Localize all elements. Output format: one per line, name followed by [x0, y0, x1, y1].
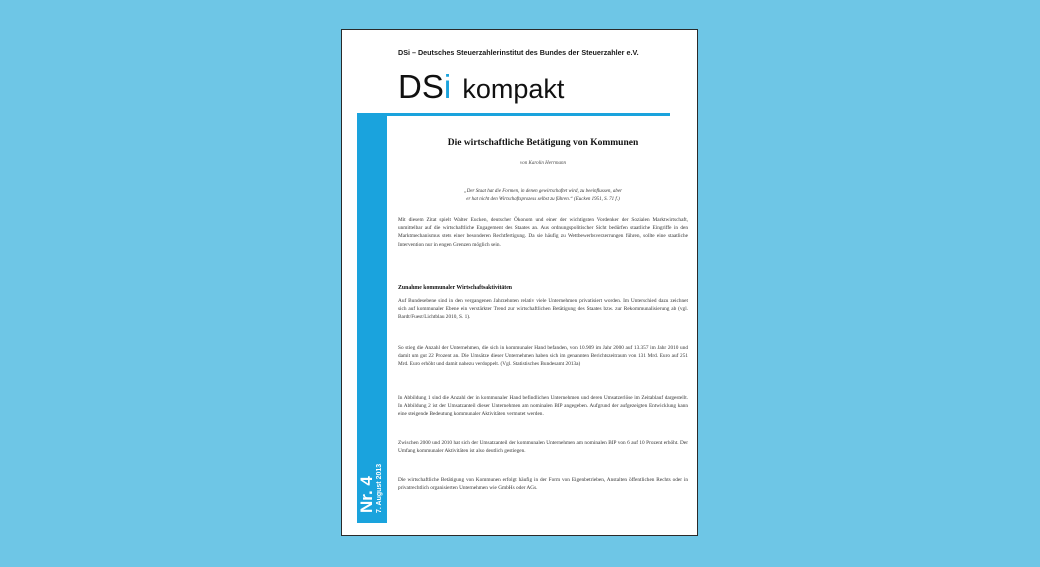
document-page	[341, 29, 698, 536]
paragraph-legal-forms: Die wirtschaftliche Betätigung von Kommunen erfolgt häufig in der Form von Eigenbetrieben, Anstalten öffentlichen Rechts oder in privatrechtlich organisierten Unternehmen wie GmbHs oder AGs.	[398, 477, 688, 492]
paragraph-figures: In Abbildung 1 sind die Anzahl der in kommunaler Hand befindlichen Unternehmen und deren Umsatzerlöse im Zeitablauf dargestellt. In Abbildung 2 ist der Umsatzanteil dieser Unternehmen am nominalen BIP angegeben. Aufgrund der aufgezeigten Entwicklung kann eine steigende Bedeutung kommunaler Aktivitäten vermutet werden.	[398, 395, 688, 418]
section-heading: Zunahme kommunaler Wirtschaftsaktivitäten	[398, 285, 513, 291]
article-title: Die wirtschaftliche Betätigung von Kommunen	[447, 138, 639, 148]
quote-line-2: er hat nicht den Wirtschaftsprozess selbst zu führen.“ (Eucken 1951, S. 71 f.)	[466, 197, 620, 202]
quote-line-1: „Der Staat hat die Formen, in denen gewirtschaftet wird, zu beeinflussen, aber	[463, 189, 623, 194]
issue-number: Nr. 4	[357, 476, 376, 513]
masthead-i: i	[443, 68, 452, 105]
intro-paragraph: Mit diesem Zitat spielt Walter Eucken, deutscher Ökonom und einer der wichtigsten Vordenker der Sozialen Marktwirtschaft, unmittelbar auf die wirtschaftliche Engagement des Staates an. Aus ordnungspolitischer Sicht bedürfen staatliche Eingriffe in den Marktmechanismus stets einer besonderen Rechtfertigung. Da sie häufig zu Wettbewerbsverzerrungen führen, sollte eine staatliche Intervention nur in engen Grenzen möglich sein.	[398, 217, 688, 248]
masthead-ds: DS	[398, 68, 444, 105]
masthead-rule	[387, 113, 670, 116]
paragraph-company-count: So stieg die Anzahl der Unternehmen, die sich in kommunaler Hand befanden, von 10.909 im Jahr 2000 auf 13.357 im Jahr 2010 und damit um gut 22 Prozent an. Die Umsätze dieser Unternehmen haben sich im genannten Berichtszeitraum von 131 Mrd. Euro auf 251 Mrd. Euro erhöht und damit nahezu verdoppelt. (Vgl. Statistisches Bundesamt 2013a)	[398, 345, 688, 368]
paragraph-privatization: Auf Bundesebene sind in den vergangenen Jahrzehnten relativ viele Unternehmen privatisiert worden. Im Unterschied dazu zeichnet sich auf kommunaler Ebene ein verstärkter Trend zur wirtschaftlichen Betätigung des Staates bzw. zur Rekommunalisierung ab (vgl. Bardt/Fuest/Lichtblau 2010, S. 1).	[398, 298, 688, 321]
epigraph-quote	[418, 188, 668, 204]
paragraph-gdp-share: Zwischen 2000 und 2010 hat sich der Umsatzanteil der kommunalen Unternehmen am nominalen BIP von 6 auf 10 Prozent erhöht. Der Umfang kommunaler Aktivitäten ist also deutlich gestiegen.	[398, 440, 688, 455]
issue-date: 7. August 2013	[376, 463, 383, 513]
institute-name: DSi – Deutsches Steuerzahlerinstitut des Bundes der Steuerzahler e.V.	[398, 48, 639, 57]
masthead-logo	[398, 67, 564, 109]
article-author: von Karolin Herrmann	[520, 161, 566, 166]
masthead-kompakt: kompakt	[462, 74, 565, 104]
issue-label	[357, 369, 387, 519]
issue-sidebar	[357, 113, 387, 523]
